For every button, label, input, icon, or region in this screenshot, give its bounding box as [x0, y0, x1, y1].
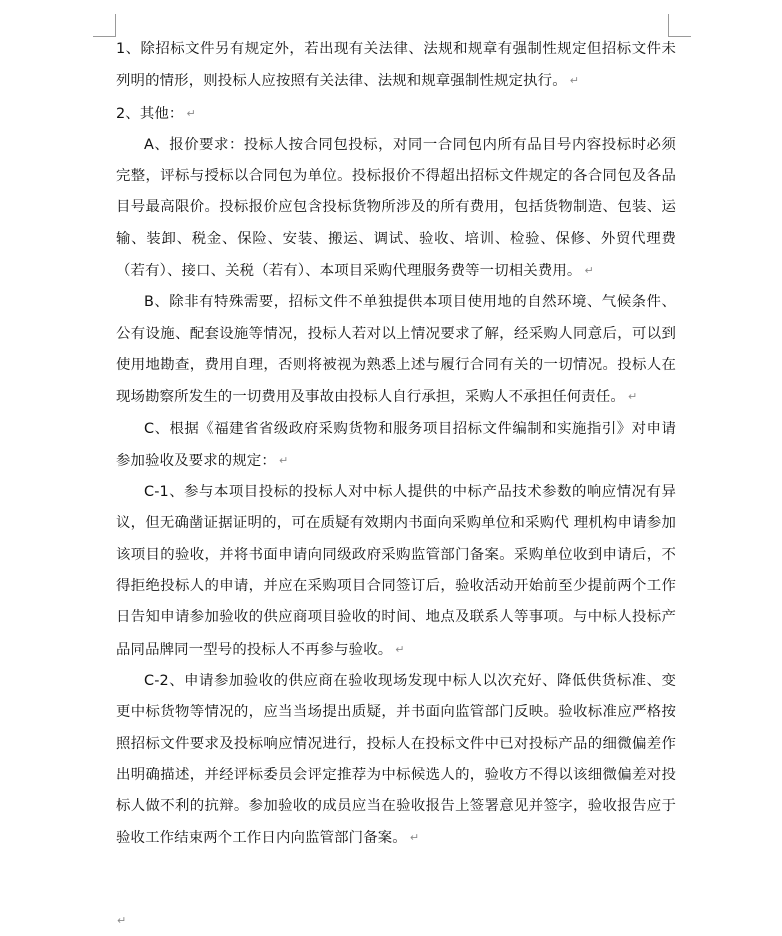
paragraph-clause-1 [116, 34, 676, 98]
paragraph-clause-2-heading [116, 98, 676, 130]
paragraph-text: C-1、参与本项目投标的投标人对中标人提供的中标产品技术参数的响应情况有异议，但无确凿证据证明的，可在质疑有效期内书面向采购单位和采购代 理机构申请参加该项目的验收，并将书面申请向同级政府采购监管部门备案。采购单位收到申请后，不得拒绝投标人的申请，并应在采购项目合同签订后，验收活动开始前至少提前两个工作日告知申请参加验收的供应商项目验收的时间、地点及联系人等事项。与中标人投标产品同品牌同一型号的投标人不再参与验收。 [116, 484, 676, 658]
paragraph-text: A、报价要求：投标人按合同包投标，对同一合同包内所有品目号内容投标时必须完整，评标与授标以合同包为单位。投标报价不得超出招标文件规定的各合同包及各品目号最高限价。投标报价应包含投标货物所涉及的所有费用，包括货物制造、包装、运输、装卸、税金、保险、安装、搬运、调试、验收、培训、检验、保修、外贸代理费（若有）、接口、关税（若有）、本项目采购代理服务费等一切相关费用。 [116, 136, 676, 280]
paragraph-text: 2、其他： [116, 105, 184, 122]
paragraph-mark-icon: ↵ [627, 390, 638, 404]
paragraph-text: B、除非有特殊需要，招标文件不单独提供本项目使用地的自然环境、气候条件、公有设施、配套设施等情况，投标人若对以上情况要求了解，经采购人同意后，可以到使用地勘查，费用自理，否则将被视为熟悉上述与履行合同有关的一切情况。投标人在现场勘察所发生的一切费用及事故由投标人自行承担，采购人不承担任何责任。 [116, 294, 676, 406]
paragraph-text: C-2、申请参加验收的供应商在验收现场发现中标人以次充好、降低供货标准、变更中标货物等情况的，应当当场提出质疑，并书面向监管部门反映。验收标准应严格按照招标文件要求及投标响应情况进行，投标人在投标文件中已对投标产品的细微偏差作出明确描述，并经评标委员会评定推荐为中标候选人的，验收方不得以该细微偏差对投标人做不利的抗辩。参加验收的成员应当在验收报告上签署意见并签字，验收报告应于验收工作结束两个工作日内向监管部门备案。 [116, 672, 676, 847]
empty-paragraph-mark-icon: ↵ [117, 914, 127, 927]
paragraph-item-c [116, 414, 676, 478]
crop-mark-top-left-horizontal [93, 36, 116, 37]
paragraph-mark-icon: ↵ [186, 106, 196, 120]
paragraph-mark-icon: ↵ [278, 453, 289, 467]
paragraph-text: C、根据《福建省省级政府采购货物和服务项目招标文件编制和实施指引》对申请参加验收及要求的规定： [116, 420, 676, 469]
paragraph-item-c-2 [116, 666, 676, 855]
document-body [116, 34, 676, 855]
paragraph-item-b [116, 287, 676, 413]
paragraph-item-a [116, 130, 676, 287]
paragraph-mark-icon: ↵ [569, 74, 580, 88]
paragraph-mark-icon: ↵ [395, 642, 405, 656]
paragraph-mark-icon: ↵ [409, 831, 420, 845]
paragraph-text: 1、除招标文件另有规定外，若出现有关法律、法规和规章有强制性规定但招标文件未列明的情形，则投标人应按照有关法律、法规和规章强制性规定执行。 [116, 41, 676, 90]
paragraph-mark-icon: ↵ [584, 264, 594, 278]
paragraph-item-c-1 [116, 477, 676, 666]
